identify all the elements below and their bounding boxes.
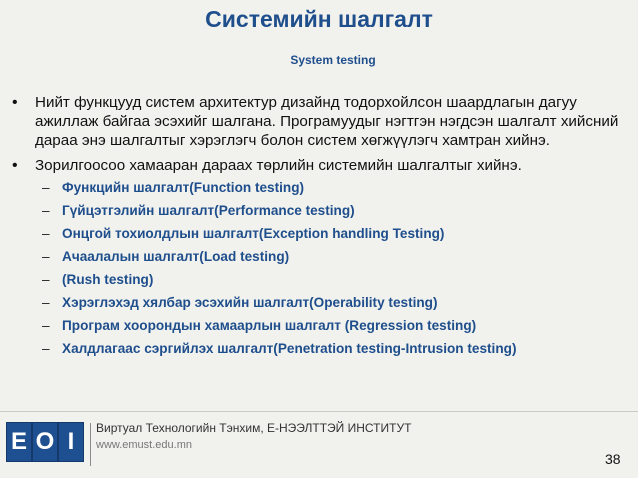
- sub-item-text: Халдлагаас сэргийлэх шалгалт(Penetration testing-Intrusion testing): [62, 341, 517, 356]
- sub-item-text: Гүйцэтгэлийн шалгалт(Performance testing): [62, 203, 355, 218]
- sub-item-text: Онцгой тохиолдлын шалгалт(Exception handling Testing): [62, 226, 445, 241]
- sub-item: [10, 339, 630, 362]
- sub-item: [10, 316, 630, 339]
- dash-marker: –: [42, 272, 50, 287]
- footer-divider: [0, 411, 638, 412]
- dash-marker: –: [42, 295, 50, 310]
- organization-name: Виртуал Технологийн Тэнхим, Е-НЭЭЛТТЭЙ ИНСТИТУТ: [96, 421, 412, 435]
- sub-item-text: Програм хоорондын хамаарлын шалгалт (Regression testing): [62, 318, 477, 333]
- slide-subtitle: System testing: [290, 53, 376, 67]
- sub-item-text: Хэрэглэхэд хялбар эсэхийн шалгалт(Operability testing): [62, 295, 438, 310]
- dash-marker: –: [42, 318, 50, 333]
- bullet-text: Зорилгоосоо хамааран дараах төрлийн системийн шалгалтыг хийнэ.: [35, 157, 522, 174]
- dash-marker: –: [42, 226, 50, 241]
- sub-item: [10, 224, 630, 247]
- sub-item-text: Ачаалалын шалгалт(Load testing): [62, 249, 290, 264]
- bullet-list: [10, 93, 630, 362]
- sub-item: [10, 247, 630, 270]
- bullet-marker: •: [12, 157, 18, 174]
- dash-marker: –: [42, 341, 50, 356]
- bullet-item: [10, 156, 630, 175]
- bullet-marker: •: [12, 94, 18, 111]
- dash-marker: –: [42, 249, 50, 264]
- sub-list: [10, 178, 630, 362]
- logo-letter-i: I: [58, 422, 84, 462]
- dash-marker: –: [42, 203, 50, 218]
- website-link[interactable]: www.emust.edu.mn: [96, 439, 192, 451]
- logo-letter-e: E: [6, 422, 32, 462]
- sub-item: [10, 270, 630, 293]
- eoi-logo: [6, 422, 82, 462]
- slide-title: Системийн шалгалт: [205, 6, 433, 32]
- logo-letter-o: O: [32, 422, 58, 462]
- footer-vertical-divider: [90, 423, 91, 466]
- page-number: 38: [605, 451, 621, 467]
- sub-item: [10, 293, 630, 316]
- sub-item: [10, 178, 630, 201]
- bullet-item: [10, 93, 630, 150]
- sub-item: [10, 201, 630, 224]
- sub-item-text: (Rush testing): [62, 272, 154, 287]
- bullet-text: Нийт функцууд систем архитектур дизайнд тодорхойлсон шаардлагын дагуу ажиллаж байгаа эсэхийг шалгана. Програмуудыг нэгтгэн нэгдсэн шалгалт хийсний дараа энэ шалгалтыг хэрэглэгч болон систем хөгжүүлэгч хамтран хийнэ.: [35, 94, 619, 149]
- dash-marker: –: [42, 180, 50, 195]
- sub-item-text: Функцийн шалгалт(Function testing): [62, 180, 305, 195]
